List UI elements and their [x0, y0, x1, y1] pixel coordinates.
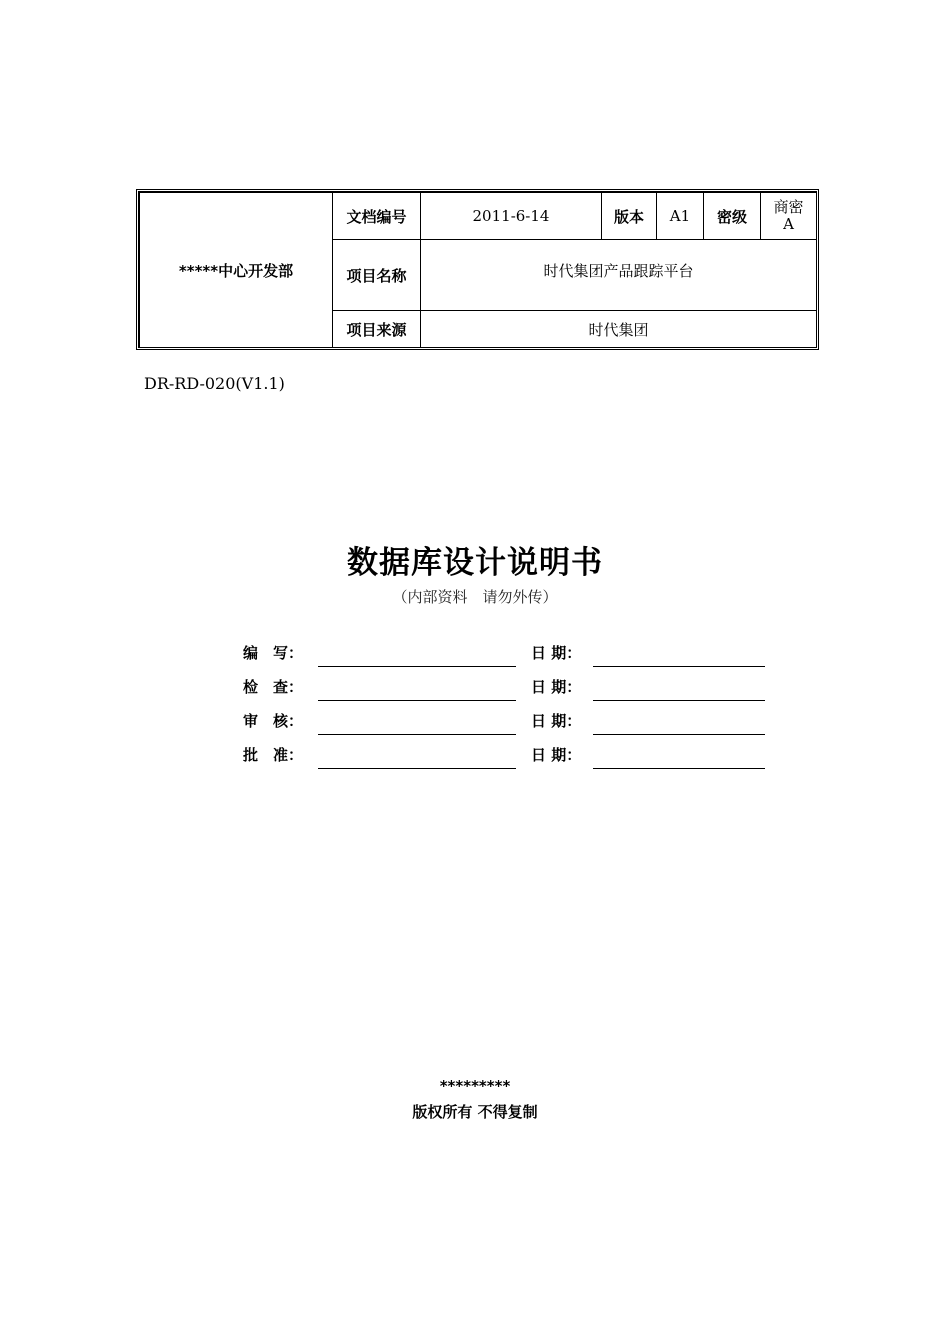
document-title: 数据库设计说明书 [347, 545, 603, 581]
signature-line[interactable] [318, 768, 516, 769]
date-label: 日 期： [531, 712, 582, 730]
security-label: 密级 [704, 193, 761, 240]
doc-number-value: 2011-6-14 [421, 193, 602, 240]
signoff-row-review [0, 708, 950, 736]
security-value-line2: A [783, 215, 794, 233]
project-source-label: 项目来源 [333, 311, 421, 348]
signoff-label: 批 准： [243, 746, 304, 764]
date-label: 日 期： [531, 678, 582, 696]
security-value [761, 193, 817, 240]
signoff-label: 审 核： [243, 712, 304, 730]
signoff-row-author [0, 640, 950, 668]
signature-line[interactable] [318, 666, 516, 667]
footer-stars: ********* [439, 1077, 511, 1095]
signature-line[interactable] [318, 734, 516, 735]
project-name-value: 时代集团产品跟踪平台 [421, 240, 817, 311]
footer-copyright: 版权所有 不得复制 [412, 1103, 538, 1121]
document-header-table [136, 189, 819, 350]
signoff-label: 编 写： [243, 644, 304, 662]
department-name: *****中心开发部 [178, 261, 294, 280]
date-line[interactable] [593, 700, 765, 701]
security-value-line1: 商密 [773, 198, 804, 216]
date-label: 日 期： [531, 746, 582, 764]
doc-code: DR-RD-020(V1.1) [144, 374, 285, 393]
date-line[interactable] [593, 734, 765, 735]
version-value: A1 [657, 193, 704, 240]
document-subtitle: （内部资料 请勿外传） [392, 588, 558, 606]
version-label: 版本 [602, 193, 657, 240]
doc-number-label: 文档编号 [333, 193, 421, 240]
project-source-value: 时代集团 [421, 311, 817, 348]
date-line[interactable] [593, 768, 765, 769]
date-label: 日 期： [531, 644, 582, 662]
signoff-row-check [0, 674, 950, 702]
department-cell [140, 193, 333, 348]
signoff-label: 检 查： [243, 678, 304, 696]
signoff-row-approve [0, 742, 950, 770]
date-line[interactable] [593, 666, 765, 667]
signature-line[interactable] [318, 700, 516, 701]
project-name-label: 项目名称 [333, 240, 421, 311]
